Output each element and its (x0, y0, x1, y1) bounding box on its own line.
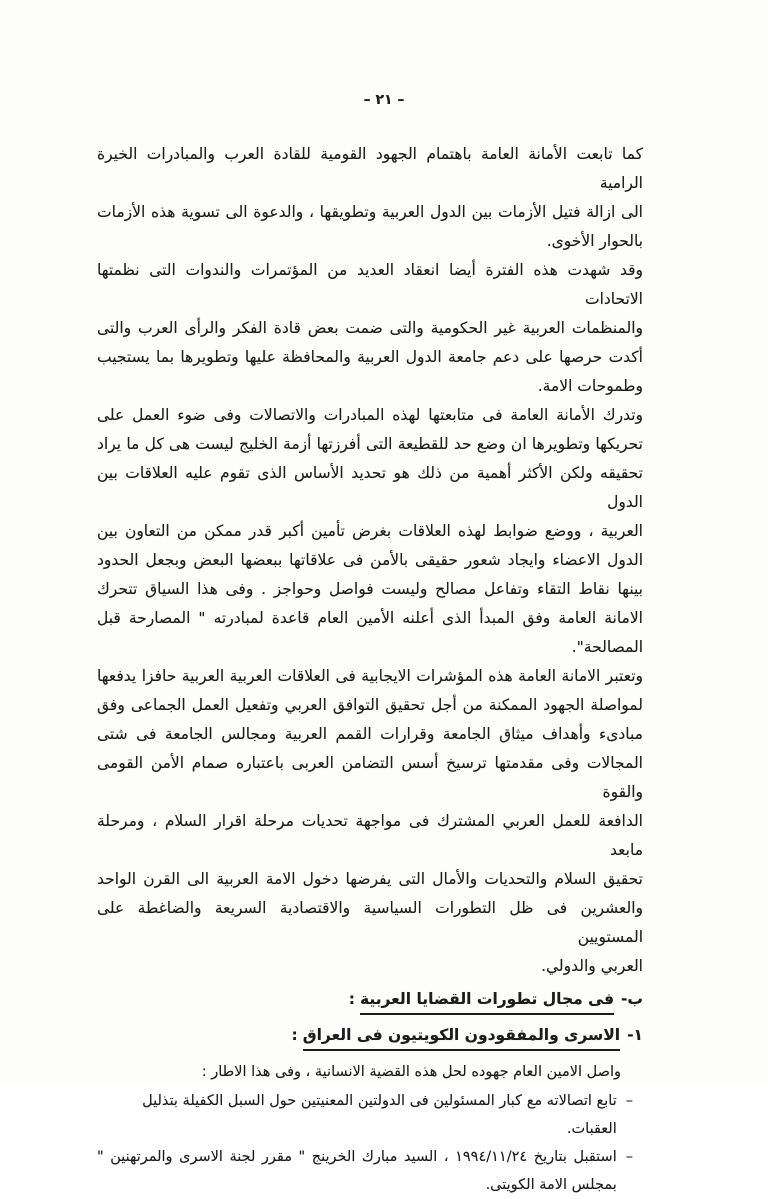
text-line: أكدت حرصها على دعم جامعة الدول العربية والمحافظة عليها وتطويرها بما يستجيب (97, 348, 643, 366)
bullet-text (97, 1143, 617, 1199)
bullet-line: استقبل بتاريخ ١٩٩٤/١١/٢٤ ، السيد مبارك الخرينج " مقرر لجنة الاسرى والمرتهنين " (97, 1149, 617, 1165)
text-line: وتدرك الأمانة العامة فى متابعتها لهذه المبادرات والاتصالات وفى ضوء العمل على (97, 406, 643, 424)
text-line: وتعتبر الامانة العامة هذه المؤشرات الايجابية فى العلاقات العربية العربية حافزا يدفعها (97, 667, 643, 685)
text-line: كما تابعت الأمانة العامة باهتمام الجهود القومية للقادة العرب والمبادرات الخيرة الرامية (97, 145, 643, 192)
paragraph (97, 662, 643, 981)
paragraph (97, 401, 643, 662)
section-b-prefix: ب- (620, 990, 643, 1008)
text-line: تحريكها وتطويرها ان وضع حد للقطيعة التى أفرزتها أزمة الخليج ليست هى كل ما يراد (97, 435, 643, 453)
topic-1-prefix: ١- (627, 1026, 643, 1044)
text-line: بالحوار الأخوى. (546, 232, 643, 250)
text-line: العربي والدولي. (541, 957, 643, 975)
bullet-dash: – (625, 1093, 633, 1109)
bullet-dash: – (625, 1149, 633, 1165)
paragraph (97, 140, 643, 256)
document-body (97, 140, 643, 1199)
text-line: وقد شهدت هذه الفترة أيضا انعقاد العديد من المؤتمرات والندوات التى نظمتها الاتحادات (97, 261, 643, 308)
topic-1-heading (97, 1024, 643, 1051)
text-line: لمواصلة الجهود الممكنة من أجل تحقيق التوافق العربي وتفعيل العمل الجماعى وفق (97, 696, 643, 714)
text-line: العربية ، ووضع ضوابط لهذه العلاقات بغرض تأمين أكبر قدر ممكن من التعاون بين (97, 522, 643, 540)
report-paragraphs (97, 140, 643, 981)
bullet-line: بمجلس الامة الكويتى. (485, 1177, 617, 1193)
text-line: وطموحات الامة. (537, 377, 643, 395)
text-line: مبادىء وأهداف ميثاق الجامعة وقرارات القمم العربية ومجالس الجامعة فى شتى (97, 725, 643, 743)
section-b-heading (97, 988, 643, 1015)
bullet-list (97, 1087, 643, 1199)
text-line: بينها نقاط التقاء وتفاعل مصالح وليست فواصل وحواجز . وفى هذا السياق تتحرك (97, 580, 643, 598)
bullet-line: تابع اتصالاته مع كبار المسئولين فى الدولتين المعنيتين حول السبل الكفيلة بتذليل العقبات. (142, 1093, 617, 1137)
topic-1-title: الاسرى والمفقودون الكويتيون فى العراق (303, 1024, 620, 1051)
text-line: والمنظمات العربية غير الحكومية والتى ضمت بعض قادة الفكر والرأى العرب والتى (97, 319, 643, 337)
text-line: تحقيق السلام والتحديات والأمال التى يفرضها دخول الامة العربية الى القرن الواحد (97, 870, 643, 888)
text-line: الى ازالة فتيل الأزمات بين الدول العربية وتطويقها ، والدعوة الى تسوية هذه الأزمات (97, 203, 643, 221)
bullet-text (97, 1087, 617, 1143)
text-line: الامانة العامة وفق المبدأ الذى أعلنه الأمين العام قاعدة لمبادرته " المصارحة قبل (97, 609, 643, 627)
topic-1-colon: : (291, 1026, 298, 1044)
text-line: الدول الاعضاء وايجاد شعور حقيقى بالأمن فى علاقاتها ببعضها البعض وبجعل الحدود (97, 551, 643, 569)
text-line: المصالحة". (571, 638, 643, 656)
list-item (97, 1087, 643, 1143)
text-line: الدافعة للعمل العربي المشترك فى مواجهة تحديات مرحلة اقرار السلام ، ومرحلة مابعد (97, 812, 643, 859)
text-line: تحقيقه ولكن الأكثر أهمية من ذلك هو تحديد الأساس الذى تقوم عليه العلاقات بين الدول (97, 464, 643, 511)
section-b-colon: : (348, 990, 355, 1008)
text-line: المجالات وفى مقدمتها ترسيخ أسس التضامن العربى باعتباره صمام الأمن القومى والقوة (97, 754, 643, 801)
list-item (97, 1143, 643, 1199)
paragraph (97, 256, 643, 401)
section-b-title: فى مجال تطورات القضايا العربية (360, 988, 614, 1015)
page-number: – ٢١ – (363, 92, 405, 108)
topic-1-intro-line: واصل الامين العام جهوده لحل هذه القضية الانسانية ، وفى هذا الاطار : (201, 1064, 621, 1080)
text-line: والعشرين فى ظل التطورات السياسية والاقتصادية السريعة والضاغطة على المستويين (97, 899, 643, 946)
